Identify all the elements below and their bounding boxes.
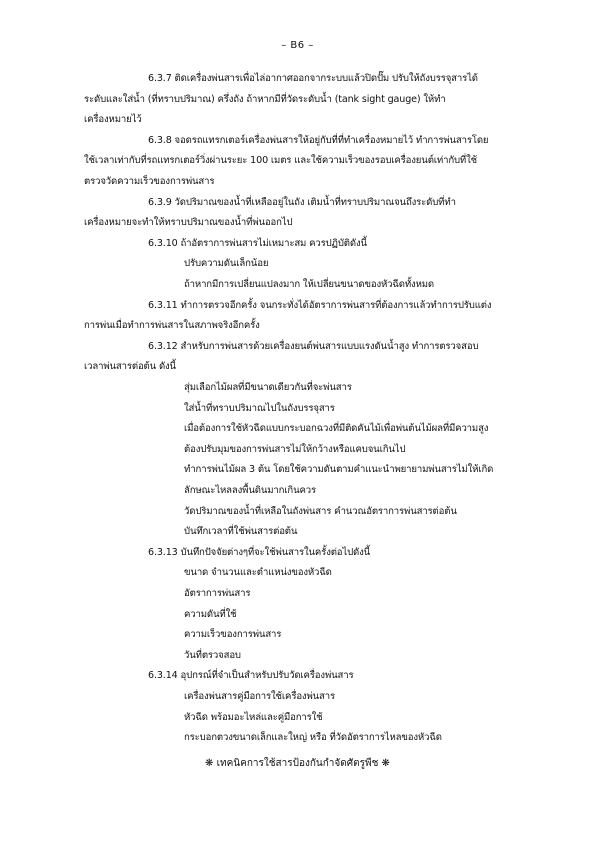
list-item: เครื่องพ่นสารคู่มือการใช้เครื่องพ่นสาร (184, 691, 335, 702)
list-item: วันที่ตรวจสอบ (184, 649, 241, 661)
list-item: สุ่มเลือกไม้ผลที่มีขนาดเดียวกันที่จะพ่นสาร (184, 382, 352, 393)
paragraph-6-3-8-line-3: ตรวจวัดความเร็วของการพ่นสาร (84, 176, 215, 187)
paragraph-6-3-7-line-3: เครื่องหมายไว้ (84, 114, 142, 126)
list-item: กระบอกตวงขนาดเล็กและใหญ่ หรือ ที่วัดอัตราการไหลของหัวฉีด (184, 732, 442, 744)
paragraph-6-3-10-heading: 6.3.10 ถ้าอัตราการพ่นสารไม่เหมาะสม ควรปฏิบัติดังนี้ (148, 237, 367, 249)
list-item: บันทึกเวลาที่ใช้พ่นสารต่อต้น (184, 526, 298, 538)
list-item: ถ้าหากมีการเปลี่ยนแปลงมาก ให้เปลี่ยนขนาดของหัวฉีดทั้งหมด (184, 279, 435, 290)
paragraph-6-3-9-line-1: 6.3.9 วัดปริมาณของน้ำที่เหลืออยู่ในถัง เติมน้ำที่ทราบปริมาณจนถึงระดับที่ทำ (148, 196, 456, 208)
paragraph-6-3-11-line-2: การพ่นเมื่อทำการพ่นสารในสภาพจริงอีกครั้ง (84, 320, 260, 332)
paragraph-6-3-13-heading: 6.3.13 บันทึกปัจจัยต่างๆที่จะใช้พ่นสารในครั้งต่อไปดังนี้ (148, 546, 371, 558)
list-item: ความดันที่ใช้ (184, 608, 237, 620)
paragraph-6-3-12-line-1: 6.3.12 สำหรับการพ่นสารด้วยเครื่องยนต์พ่นสารแบบแรงดันน้ำสูง ทำการตรวจสอบ (148, 340, 479, 352)
list-item: ลักษณะไหลลงพื้นดินมากเกินควร (184, 485, 317, 496)
paragraph-6-3-7-line-2: ระดับและใส่น้ำ (ที่ทราบปริมาณ) ครึ่งถัง ถ้าหากมีที่วัดระดับน้ำ (tank sight gauge) ให้ทำ (84, 93, 446, 105)
paragraph-6-3-11-line-1: 6.3.11 ทำการตรวจอีกครั้ง จนกระทั่งได้อัตราการพ่นสารที่ต้องการแล้วทำการปรับแต่ง (148, 299, 492, 311)
page-number: – B6 – (281, 40, 314, 51)
list-item: ปรับความดันเล็กน้อย (184, 258, 269, 270)
paragraph-6-3-9-line-2: เครื่องหมายจะทำให้ทราบปริมาณของน้ำที่พ่นออกไป (84, 217, 293, 229)
list-item: ทำการพ่นไม้ผล 3 ต้น โดยใช้ความดันตามคำแนะนำพยายามพ่นสารไม่ให้เกิด (184, 464, 494, 476)
list-item: ต้องปรับมุมของการพ่นสารไม่ให้กว้างหรือแคบจนเกินไป (184, 443, 406, 455)
paragraph-6-3-8-line-1: 6.3.8 จอดรถแทรกเตอร์เครื่องพ่นสารให้อยู่กับที่ที่ทำเครื่องหมายไว้ ทำการพ่นสารโดย (148, 134, 489, 146)
list-item: ขนาด จำนวนและตำแหน่งของหัวฉีด (184, 567, 332, 579)
paragraph-6-3-12-line-2: เวลาพ่นสารต่อต้น ดังนี้ (84, 361, 176, 373)
footer-title: ❋ เทคนิคการใช้สารป้องกันกำจัดศัตรูพืช ❋ (205, 757, 390, 769)
paragraph-6-3-14-heading: 6.3.14 อุปกรณ์ที่จำเป็นสำหรับปรับวัดเครื่องพ่นสาร (148, 670, 354, 682)
list-item: วัดปริมาณของน้ำที่เหลือในถังพ่นสาร คำนวณอัตราการพ่นสารต่อต้น (184, 505, 457, 517)
paragraph-6-3-8-line-2: ใช้เวลาเท่ากับที่รถแทรกเตอร์วิ่งผ่านระยะ 100 เมตร และใช้ความเร็วของรอบเครื่องยนต์เท่ากับที่ใช้ (84, 155, 477, 167)
list-item: อัตราการพ่นสาร (184, 588, 251, 599)
list-item: ความเร็วของการพ่นสาร (184, 629, 282, 641)
list-item: ใส่น้ำที่ทราบปริมาณไปในถังบรรจุสาร (184, 402, 335, 414)
paragraph-6-3-7-line-1: 6.3.7 ติดเครื่องพ่นสารเพื่อไล่อากาศออกจากระบบแล้วปิดปั๊ม ปรับให้ถังบรรจุสารได้ (148, 73, 478, 84)
list-item: หัวฉีด พร้อมอะไหล่และคู่มือการใช้ (184, 711, 323, 723)
list-item: เมื่อต้องการใช้หัวฉีดแบบกระบอกฉวงที่มีติดคันไม้เพื่อพ่นต้นไม้ผลที่มีความสูง (184, 423, 489, 435)
